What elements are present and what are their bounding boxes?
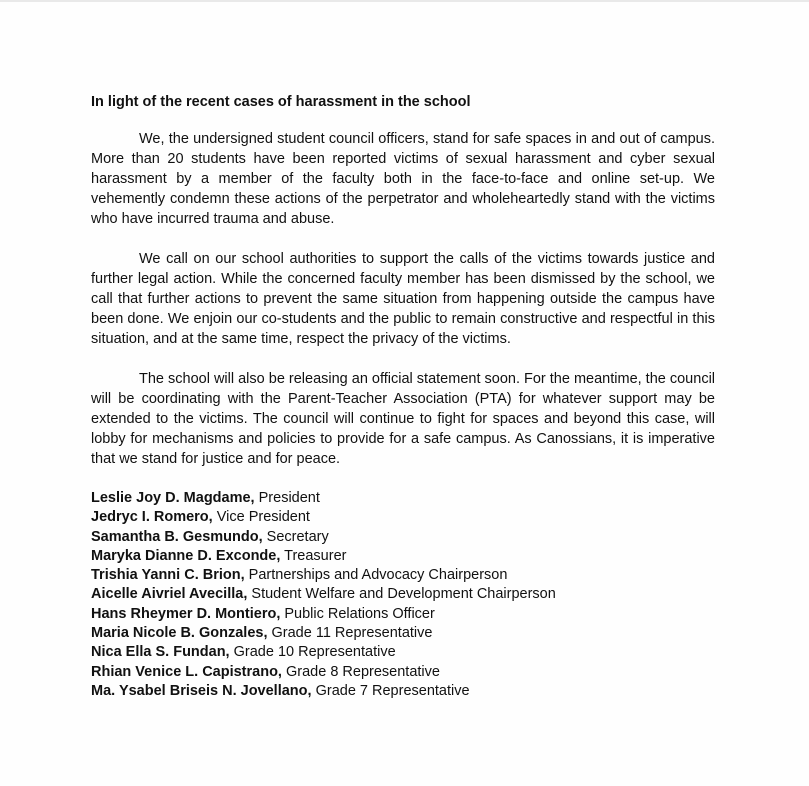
statement-body — [91, 92, 715, 701]
signatory-role: Vice President — [216, 509, 310, 526]
signatory-name: Trishia Yanni C. Brion, — [91, 567, 245, 584]
signatory-row — [91, 624, 715, 643]
statement-title: In light of the recent cases of harassment in the school — [91, 94, 471, 110]
signatory-row — [91, 585, 715, 604]
signatory-row — [91, 643, 715, 662]
signatory-role: President — [258, 490, 320, 506]
signatory-row — [91, 566, 715, 585]
signatory-role: Treasurer — [284, 547, 347, 564]
signatory-name: Rhian Venice L. Capistrano, — [91, 663, 282, 680]
signatory-name: Aicelle Aivriel Avecilla, — [91, 586, 248, 603]
signatory-role: Grade 10 Representative — [233, 644, 396, 661]
signatory-name: Ma. Ysabel Briseis N. Jovellano, — [91, 682, 312, 699]
signatory-row — [91, 682, 715, 701]
signatory-name: Maria Nicole B. Gonzales, — [91, 625, 268, 642]
signatory-row — [91, 547, 715, 566]
signatory-name: Hans Rheymer D. Montiero, — [91, 605, 281, 622]
signatory-row — [91, 663, 715, 682]
signatories-list — [91, 489, 715, 701]
signatory-role: Grade 7 Representative — [315, 682, 470, 699]
signatory-name: Leslie Joy D. Magdame, — [91, 490, 255, 506]
signatory-row — [91, 489, 715, 508]
paragraph-intro: We, the undersigned student council officers, stand for safe spaces in and out of campus. More than 20 students have been reported victims of sexual harassment and cyber sexual harassment by a member of the faculty both in the face-to-face and online set-up. We vehemently condemn these actions of the perpetrator and wholeheartedly stand with the victims who have incurred trauma and abuse. — [91, 131, 715, 227]
top-edge-divider — [0, 0, 809, 2]
signatory-role: Grade 11 Representative — [271, 625, 433, 642]
signatory-role: Partnerships and Advocacy Chairperson — [248, 567, 508, 584]
signatory-row — [91, 508, 715, 527]
signatory-name: Samantha B. Gesmundo, — [91, 528, 263, 545]
signatory-role: Grade 8 Representative — [286, 663, 440, 680]
signatory-name: Nica Ella S. Fundan, — [91, 644, 230, 661]
paragraph-next-steps: The school will also be releasing an official statement soon. For the meantime, the council will be coordinating with the Parent-Teacher Association (PTA) for whatever support may be extended to the victims. The council will continue to fight for spaces and beyond this case, will lobby for mechanisms and policies to provide for a safe campus. As Canossians, it is imperative that we stand for justice and for peace. — [91, 371, 716, 467]
signatory-row — [91, 528, 715, 547]
signatory-row — [91, 605, 715, 624]
paragraph-call-to-action: We call on our school authorities to support the calls of the victims towards justice and further legal action. While the concerned faculty member has been dismissed by the school, we call that further actions to prevent the same situation from happening outside the campus have been done. We enjoin our co-students and the public to remain constructive and respectful in this situation, and at the same time, respect the privacy of the victims. — [91, 251, 715, 347]
signatory-name: Maryka Dianne D. Exconde, — [91, 547, 281, 564]
signatory-role: Student Welfare and Development Chairperson — [251, 586, 556, 603]
signatory-role: Public Relations Officer — [284, 605, 435, 622]
signatory-role: Secretary — [266, 528, 329, 545]
signatory-name: Jedryc I. Romero, — [91, 509, 213, 526]
